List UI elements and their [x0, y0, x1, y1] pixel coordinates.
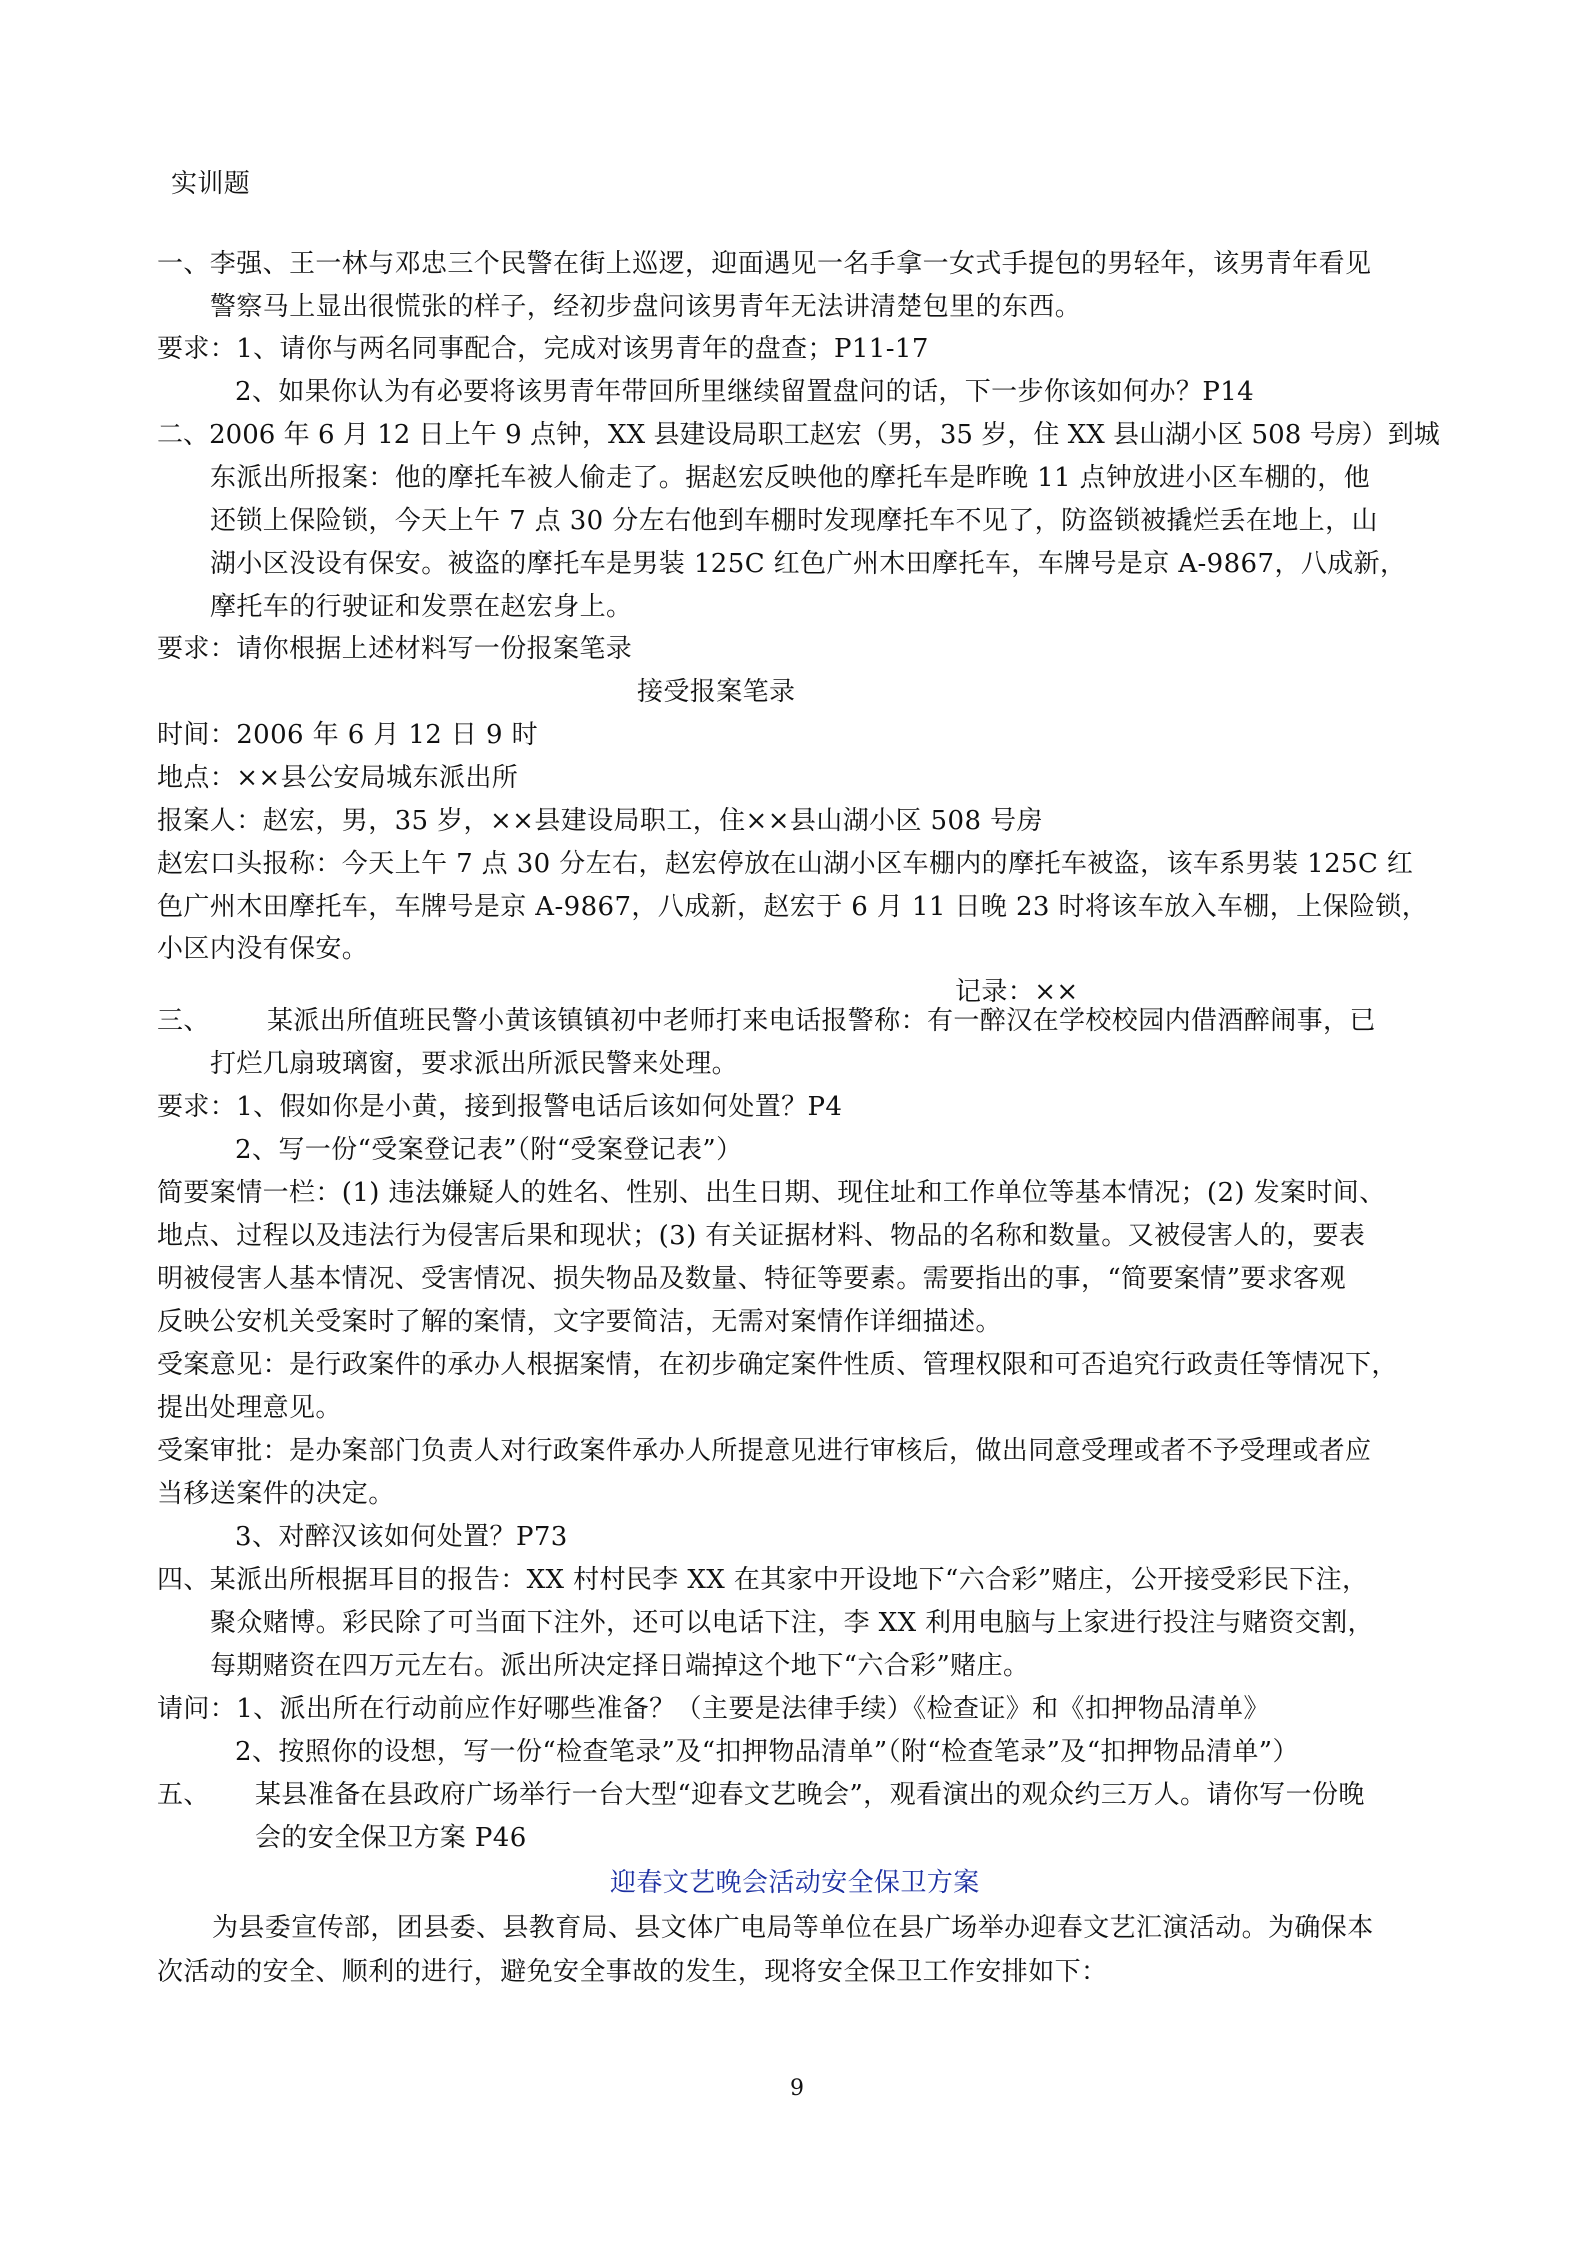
report-record-title: 接受报案笔录 [637, 677, 796, 707]
report-statement-3: 小区内没有保安。 [157, 934, 369, 964]
page-number: 9 [790, 2076, 804, 2101]
q3-requirement-3: 3、对醉汉该如何处置？P73 [235, 1522, 568, 1552]
q2-line-5: 摩托车的行驶证和发票在赵宏身上。 [210, 592, 633, 622]
q3-approval-2: 当移送案件的决定。 [157, 1479, 395, 1509]
q5-line-1: 某县准备在县政府广场举行一台大型“迎春文艺晚会”，观看演出的观众约三万人。请你写一份晚 [255, 1780, 1365, 1810]
q2-requirement: 要求：请你根据上述材料写一份报案笔录 [157, 634, 633, 664]
q3-approval-1: 受案审批：是办案部门负责人对行政案件承办人所提意见进行审核后，做出同意受理或者不予受理或者应 [157, 1436, 1372, 1466]
q1-line-2: 警察马上显出很慌张的样子，经初步盘问该男青年无法讲清楚包里的东西。 [210, 292, 1082, 322]
security-plan-line-1: 为县委宣传部，团县委、县教育局、县文体广电局等单位在县广场举办迎春文艺汇演活动。为确保本 [212, 1913, 1374, 1943]
q3-line-1: 某派出所值班民警小黄该镇镇初中老师打来电话报警称：有一醉汉在学校校园内借酒醉闹事，已 [267, 1006, 1376, 1036]
q3-line-2: 打烂几扇玻璃窗，要求派出所派民警来处理。 [210, 1049, 739, 1079]
report-statement-2: 色广州木田摩托车，车牌号是京 A-9867，八成新，赵宏于 6 月 11 日晚 23 时将该车放入车棚，上保险锁， [157, 892, 1429, 922]
q3-brief-3: 明被侵害人基本情况、受害情况、损失物品及数量、特征等要素。需要指出的事，“简要案情”要求客观 [157, 1264, 1346, 1294]
q4-line-1: 四、某派出所根据耳目的报告：XX 村村民李 XX 在其家中开设地下“六合彩”赌庄，公开接受彩民下注， [157, 1565, 1369, 1595]
q3-brief-4: 反映公安机关受案时了解的案情，文字要简洁，无需对案情作详细描述。 [157, 1307, 1002, 1337]
q2-line-2: 东派出所报案：他的摩托车被人偷走了。据赵宏反映他的摩托车是昨晚 11 点钟放进小区车棚的，他 [210, 463, 1371, 493]
security-plan-title: 迎春文艺晚会活动安全保卫方案 [610, 1868, 980, 1898]
q3-brief-1: 简要案情一栏：(1) 违法嫌疑人的姓名、性别、出生日期、现住址和工作单位等基本情况；(2) 发案时间、 [157, 1178, 1386, 1208]
q4-question-2: 2、按照你的设想，写一份“检查笔录”及“扣押物品清单”（附“检查笔录”及“扣押物品清单”） [235, 1737, 1299, 1767]
report-statement-1: 赵宏口头报称：今天上午 7 点 30 分左右，赵宏停放在山湖小区车棚内的摩托车被盗，该车系男装 125C 红 [157, 849, 1414, 879]
q1-line-1: 一、李强、王一林与邓忠三个民警在街上巡逻，迎面遇见一名手拿一女式手提包的男轻年，该男青年看见 [157, 249, 1372, 279]
q3-number: 三、 [157, 1006, 210, 1036]
q4-line-2: 聚众赌博。彩民除了可当面下注外，还可以电话下注，李 XX 利用电脑与上家进行投注与赌资交割， [210, 1608, 1374, 1638]
q3-brief-2: 地点、过程以及违法行为侵害后果和现状；(3) 有关证据材料、物品的名称和数量。又被侵害人的，要表 [157, 1221, 1366, 1251]
q4-line-3: 每期赌资在四万元左右。派出所决定择日端掉这个地下“六合彩”赌庄。 [210, 1651, 1030, 1681]
q2-line-3: 还锁上保险锁，今天上午 7 点 30 分左右他到车棚时发现摩托车不见了，防盗锁被撬烂丢在地上，山 [210, 506, 1378, 536]
security-plan-line-2: 次活动的安全、顺利的进行，避免安全事故的发生，现将安全保卫工作安排如下： [157, 1957, 1108, 1987]
q3-requirement-1: 要求：1、假如你是小黄，接到报警电话后该如何处置？P4 [157, 1092, 843, 1122]
report-recorder: 记录：×× [955, 977, 1079, 1007]
q2-line-4: 湖小区没设有保安。被盗的摩托车是男装 125C 红色广州木田摩托车，车牌号是京 A-9867，八成新， [210, 549, 1407, 579]
q3-opinion-1: 受案意见：是行政案件的承办人根据案情，在初步确定案件性质、管理权限和可否追究行政责任等情况下， [157, 1350, 1398, 1380]
q1-requirement-1: 要求：1、请你与两名同事配合，完成对该男青年的盘查；P11-17 [157, 334, 929, 364]
q1-requirement-2: 2、如果你认为有必要将该男青年带回所里继续留置盘问的话，下一步你该如何办？P14 [235, 377, 1255, 407]
q5-number: 五、 [157, 1780, 210, 1810]
q3-requirement-2: 2、写一份“受案登记表”（附“受案登记表”） [235, 1135, 743, 1165]
document-title: 实训题 [171, 169, 251, 199]
q3-opinion-2: 提出处理意见。 [157, 1393, 342, 1423]
q5-line-2: 会的安全保卫方案 P46 [255, 1823, 527, 1853]
report-place: 地点：××县公安局城东派出所 [157, 763, 519, 793]
report-time: 时间：2006 年 6 月 12 日 9 时 [157, 720, 538, 750]
q2-line-1: 二、2006 年 6 月 12 日上午 9 点钟，XX 县建设局职工赵宏（男，35 岁，住 XX 县山湖小区 508 号房）到城 [157, 420, 1440, 450]
q4-question-1: 请问：1、派出所在行动前应作好哪些准备？（主要是法律手续）《检查证》和《扣押物品清单》 [157, 1694, 1270, 1724]
report-reporter: 报案人：赵宏，男，35 岁，××县建设局职工，住××县山湖小区 508 号房 [157, 806, 1043, 836]
